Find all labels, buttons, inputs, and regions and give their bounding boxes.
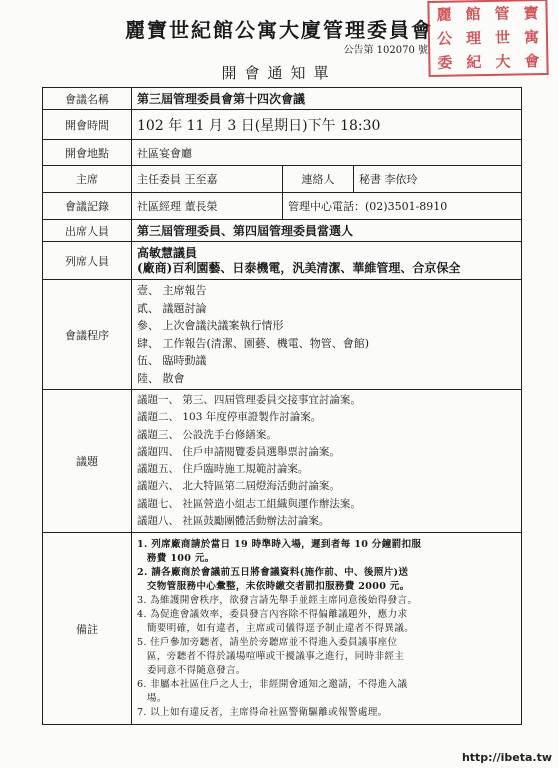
- notice-subtitle: 開會通知單: [221, 64, 337, 82]
- note-line: 區，旁聽者不得於議場喧嘩或干擾議事之進行，同時非經主: [137, 650, 405, 662]
- note-line: 6. 非屬本社區住戶之人士，非經開會通知之邀請，不得進入議: [137, 678, 408, 690]
- note-line: 委同意不得隨意發言。: [137, 664, 246, 676]
- label-meeting-time: 開會時間: [43, 110, 132, 140]
- meeting-notice-table: [42, 87, 522, 725]
- value-meeting-time: 102 年 11 月 3 日(星期日)下午 18:30: [132, 110, 522, 140]
- note-line: 場。: [137, 692, 167, 704]
- value-attendees: 第三屆管理委員、第四屆管理委員當選人: [132, 220, 522, 242]
- agenda-item: 伍、 臨時動議: [137, 354, 207, 367]
- label-recorder: 會議記錄: [43, 193, 132, 220]
- label-contact: 連絡人: [283, 166, 354, 193]
- row-proposals: [43, 390, 522, 533]
- agenda-item: 參、 上次會議決議案執行情形: [137, 319, 284, 332]
- label-chair: 主席: [43, 166, 132, 193]
- agenda-item: 陸、 散會: [137, 371, 185, 385]
- value-meeting-place: 社區宴會廳: [132, 140, 522, 166]
- note-line: 2. 請各廠商於會議前五日將會議資料(施作前、中、後照片)送: [137, 566, 409, 578]
- note-line: 4. 為促進會議效率，委員發言內容除不得偏離議題外，應力求: [137, 608, 408, 620]
- proposal-item: 議題五、 住戶臨時施工規範討論案。: [137, 463, 309, 476]
- observer-line-2: (廠商)百利園藝、日泰機電，汎美清潔、華維管理、合京保全: [137, 260, 461, 275]
- row-recorder: [43, 193, 522, 220]
- agenda-item: 壹、 主席報告: [137, 284, 207, 297]
- value-chair: 主任委員 王至嘉: [132, 166, 283, 193]
- row-meeting-place: [43, 140, 522, 166]
- row-notes: [43, 533, 522, 725]
- note-line: 簡要明確，如有違者，主席或司儀得逕予制止違者不得異議。: [137, 622, 415, 634]
- label-proposals: 議題: [43, 390, 132, 533]
- proposal-item: 議題四、 住戶申請閱覽委員選舉票討論案。: [137, 445, 340, 458]
- note-line: 務費 100 元。: [137, 552, 215, 564]
- label-meeting-place: 開會地點: [43, 140, 132, 166]
- note-line: 3. 為維護開會秩序，欲發言請先舉手並經主席同意後始得發言。: [137, 594, 418, 606]
- row-observers: [43, 242, 522, 280]
- note-line: 5. 住戶參加旁聽者，請坐於旁聽席並不得進入委員議事座位: [137, 636, 398, 648]
- site-watermark: http://ibeta.tw: [461, 751, 552, 764]
- row-meeting-name: [43, 88, 522, 110]
- label-meeting-name: 會議名稱: [43, 88, 132, 110]
- proposal-item: 議題六、 北大特區第二屆燈海活動討論案。: [137, 480, 340, 493]
- notes-content: [132, 533, 522, 725]
- proposal-item: 議題七、 社區營造小組志工組織與運作辦法案。: [137, 497, 361, 510]
- value-recorder: 社區經理 董長榮: [132, 193, 283, 220]
- row-meeting-time: [43, 110, 522, 140]
- proposal-item: 議題八、 社區鼓勵團體活動辦法討論案。: [137, 515, 330, 528]
- label-attendees: 出席人員: [43, 220, 132, 242]
- row-agenda: [43, 280, 522, 390]
- proposal-item: 議題三、 公設洗手台修繕案。: [137, 428, 277, 441]
- document-number: 公告第 102070 號: [343, 45, 428, 56]
- proposal-item: 議題一、 第三、四屆管理委員交接事宜討論案。: [137, 394, 361, 406]
- row-attendees: [43, 220, 522, 242]
- observer-line-1: 高敏慧議員: [137, 245, 198, 260]
- committee-title: 麗寶世紀館公寓大廈管理委員會: [125, 18, 433, 42]
- row-chair: [43, 166, 522, 193]
- label-notes: 備註: [43, 533, 132, 725]
- value-meeting-name: 第三屆管理委員會第十四次會議: [132, 88, 522, 110]
- value-contact: 秘書 李依玲: [354, 166, 522, 193]
- label-agenda: 會議程序: [43, 280, 132, 390]
- note-line: 交物管服務中心彙整，未依時繳交者罰扣服務費 2000 元。: [137, 580, 410, 592]
- value-phone: 管理中心電話：(02)3501-8910: [283, 193, 522, 220]
- note-line: 1. 列席廠商請於當日 19 時準時入場，遲到者每 10 分鐘罰扣服: [137, 538, 422, 550]
- label-observers: 列席人員: [43, 242, 132, 280]
- agenda-item: 貳、 議題討論: [137, 301, 207, 315]
- official-seal: 麗 館 管 寶 公 理 世 寓 委 紀 大 會: [427, 0, 548, 77]
- agenda-item: 肆、 工作報告(清潔、園藝、機電、物管、會館): [137, 336, 370, 350]
- proposal-item: 議題二、 103 年度停車證製作討論案。: [137, 411, 322, 424]
- note-line: 7. 以上如有違反者，主席得命社區警衛驅離或報警處理。: [137, 706, 388, 718]
